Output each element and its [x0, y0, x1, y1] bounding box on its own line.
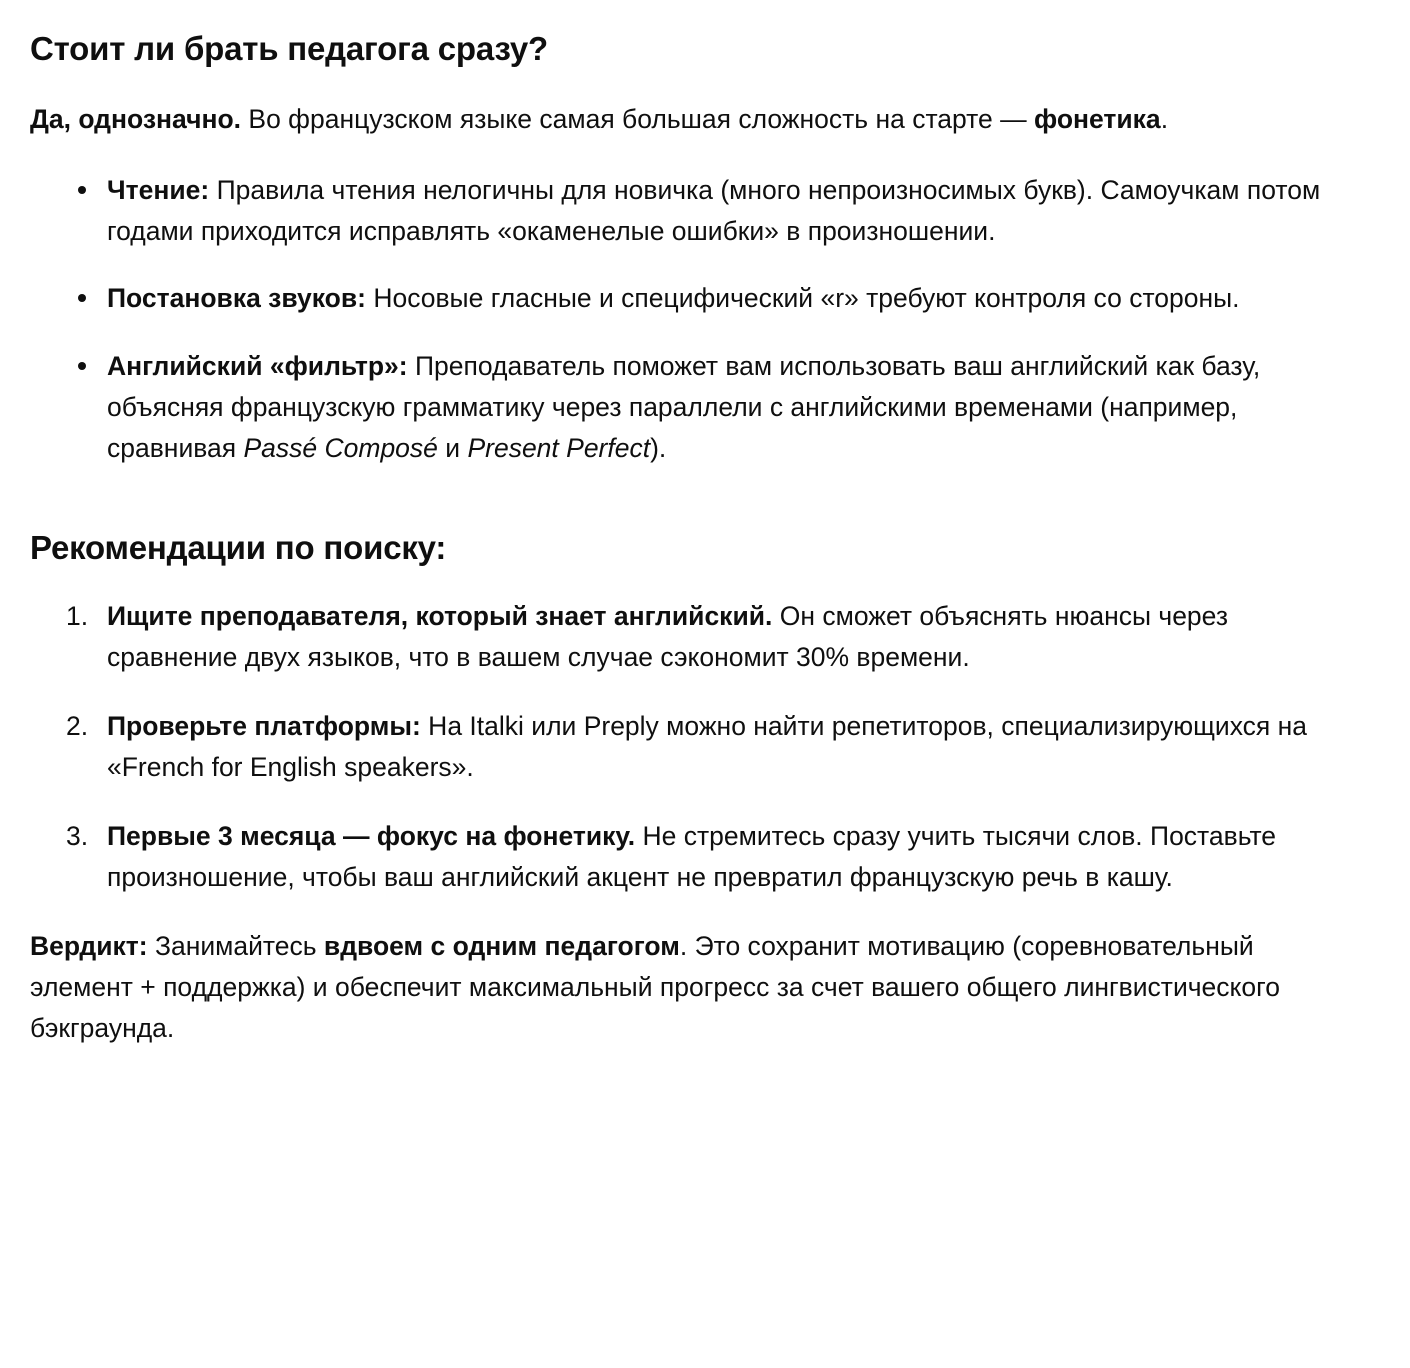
- intro-text-1: Во французском языке самая большая сложность на старте —: [241, 104, 1034, 135]
- recommendation-label: Проверьте платформы:: [107, 711, 421, 742]
- bullet-label: Английский «фильтр»:: [107, 350, 408, 381]
- list-item: [76, 170, 1332, 252]
- list-item: [66, 816, 1332, 898]
- bullet-label: Чтение:: [107, 175, 210, 206]
- difficulty-list: [30, 170, 1332, 468]
- recommendations-list: [30, 596, 1332, 898]
- list-item: [66, 596, 1332, 678]
- recommendation-label: Ищите преподавателя, который знает английский.: [107, 600, 773, 631]
- intro-paragraph: [30, 99, 1332, 140]
- recommendations-title: Рекомендации по поиску:: [30, 528, 447, 566]
- bullet-text: Преподаватель поможет вам использовать ваш английский как базу, объясняя французскую грамматику через параллели с английскими временами (например, сравнивая: [107, 350, 1261, 463]
- list-item: [76, 278, 1332, 319]
- verdict-paragraph: [30, 926, 1332, 1049]
- verdict-emphasis: вдвоем с одним педагогом: [323, 931, 680, 962]
- bullet-text: Носовые гласные и специфический «r» требуют контроля со стороны.: [365, 283, 1240, 314]
- intro-emphasis: фонетика: [1033, 104, 1161, 135]
- intro-text-2: .: [1160, 104, 1169, 135]
- bullet-italic-term-1: Passé Composé: [243, 432, 438, 463]
- recommendation-text: Не стремитесь сразу учить тысячи слов. Поставьте произношение, чтобы ваш английский акцент не превратил французскую речь в кашу.: [107, 821, 1277, 893]
- page-title: Стоит ли брать педагога сразу?: [30, 30, 548, 67]
- verdict-label: Вердикт:: [30, 931, 148, 962]
- bullet-label: Постановка звуков:: [107, 283, 366, 314]
- bullet-text: Правила чтения нелогичны для новичка (много непроизносимых букв). Самоучкам потом годами приходится исправлять «окаменелые ошибки» в произношении.: [107, 175, 1321, 247]
- bullet-text-3: ).: [650, 432, 667, 463]
- list-item: [66, 706, 1332, 788]
- verdict-text-1: Занимайтесь: [147, 931, 324, 962]
- intro-lead: Да, однозначно.: [30, 104, 242, 135]
- bullet-italic-term-2: Present Perfect: [467, 432, 651, 463]
- list-item: [76, 346, 1332, 469]
- recommendation-text: Он сможет объяснять нюансы через сравнение двух языков, что в вашем случае сэкономит 30% времени.: [107, 600, 1228, 672]
- recommendation-label: Первые 3 месяца — фокус на фонетику.: [107, 821, 636, 852]
- recommendation-text: На Italki или Preply можно найти репетиторов, специализирующихся на «French for English speakers».: [107, 711, 1307, 783]
- bullet-text-2: и: [437, 432, 468, 463]
- verdict-text-2: . Это сохранит мотивацию (соревновательный элемент + поддержка) и обеспечит максимальный прогресс за счет вашего общего лингвистического бэкграунда.: [30, 931, 1280, 1044]
